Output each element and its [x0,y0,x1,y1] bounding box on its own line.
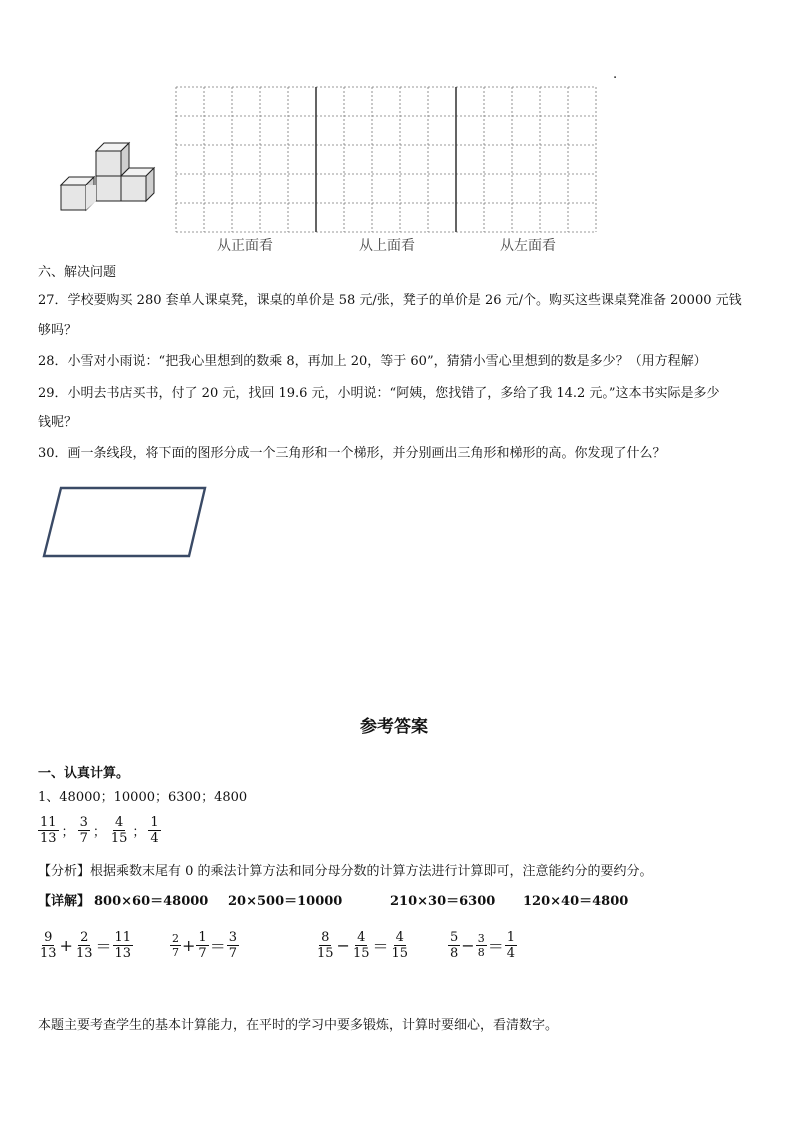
fraction: $\frac{4}{15}$ [110,815,128,846]
fraction: $\frac{3}{7}$ [79,815,88,846]
view-label-left: 从左面看 [500,238,556,254]
question-30: 30．画一条线段，将下面的图形分成一个三角形和一个梯形，并分别画出三角形和梯形的高。你发现了什么？ [38,446,666,461]
view-label-top: 从上面看 [359,238,415,254]
detail-item: 120×40＝4800 [523,894,629,909]
answers-title: 参考答案 [360,717,428,737]
summary-text: 本题主要考查学生的基本计算能力，在平时的学习中要多锻炼，计算时要细心，看清数字。 [38,1018,559,1033]
answer-1-line: 1、48000；10000；6300；4800 [38,790,248,805]
fraction-equation: $\frac{8}{15}$ − $\frac{4}{15}$ ＝ $\frac{4}{15}$ [317,930,409,961]
detail-item: 20×500＝10000 [228,894,343,909]
cube-figure [55,138,165,218]
fraction: $\frac{11}{13}$ [40,815,57,846]
question-27-line1: 27．学校要购买 280 套单人课桌凳，课桌的单价是 58 元/张，凳子的单价是 26 元/个。购买这些课桌凳准备 20000 元钱 [38,293,742,308]
question-28: 28．小雪对小雨说：“把我心里想到的数乘 8，再加上 20，等于 60”，猜猜小雪心里想到的数是多少？（用方程解） [38,354,707,369]
question-29-line1: 29．小明去书店买书，付了 20 元，找回 19.6 元，小明说：“阿姨，您找错了，多给了我 14.2 元。”这本书实际是多少 [38,386,720,401]
detail-label: 【详解】 [38,894,91,909]
parallelogram-figure [40,484,212,564]
question-29-line2: 钱呢？ [38,415,78,430]
answer-1-fractions: $\frac{11}{13}$ ； $\frac{3}{7}$ ； $\frac{4}{15}$ ； $\frac{1}{4}$ [40,815,159,846]
part1-heading: 一、认真计算。 [38,766,130,781]
fraction-equation: $\frac{9}{13}$ + $\frac{2}{13}$ ＝ $\frac{11}{13}$ [40,930,132,961]
fraction-equation: $\frac{5}{8}$ − $\frac{3}{8}$ ＝ $\frac{1}{4}$ [450,930,515,961]
view-label-front: 从正面看 [217,238,273,254]
detail-item: 800×60＝48000 [94,894,209,909]
section-heading: 六、解决问题 [38,265,117,280]
question-27-line2: 够吗？ [38,323,78,338]
fraction-equation: $\frac{2}{7}$ + $\frac{1}{7}$ ＝ $\frac{3}{7}$ [172,930,237,961]
detail-item: 210×30＝6300 [390,894,496,909]
dot-mark: . [613,67,618,82]
analysis-text: 【分析】根据乘数末尾有 0 的乘法计算方法和同分母分数的计算方法进行计算即可，注意能约分的要约分。 [38,864,653,879]
drawing-grid [175,86,599,236]
fraction: $\frac{1}{4}$ [150,815,159,846]
